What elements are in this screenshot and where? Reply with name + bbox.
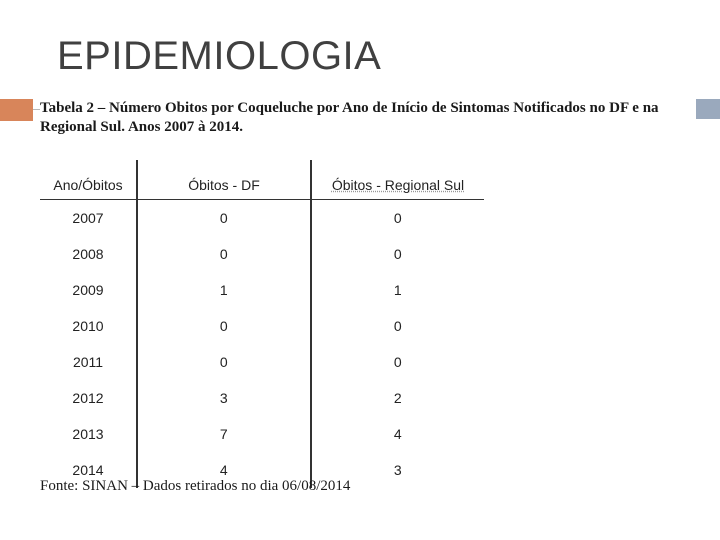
cell-year: 2009 bbox=[72, 282, 104, 298]
cell-deaths-df: 0 bbox=[137, 308, 311, 344]
header-deaths-regional-sul-label: Óbitos - Regional Sul bbox=[331, 177, 465, 193]
cell-deaths-regional-sul: 0 bbox=[311, 200, 484, 237]
cell-deaths-regional-sul: 1 bbox=[311, 272, 484, 308]
cell-deaths-regional-sul: 4 bbox=[311, 416, 484, 452]
cell-deaths-df: 0 bbox=[137, 344, 311, 380]
cell-year: 2010 bbox=[72, 318, 104, 334]
table-row bbox=[40, 200, 484, 237]
table-row bbox=[40, 272, 484, 308]
cell-year: 2014 bbox=[72, 462, 104, 478]
table-caption: Tabela 2 – Número Obitos por Coqueluche por Ano de Início de Sintomas Notificados no DF e na Regional Sul. Anos 2007 à 2014. bbox=[40, 99, 696, 137]
cell-year: 2008 bbox=[72, 246, 104, 262]
cell-year: 2013 bbox=[72, 426, 104, 442]
cell-deaths-regional-sul: 2 bbox=[311, 380, 484, 416]
header-year: Ano/Óbitos bbox=[40, 160, 137, 200]
cell-deaths-regional-sul: 0 bbox=[311, 344, 484, 380]
cell-deaths-df: 0 bbox=[137, 200, 311, 237]
cell-deaths-df: 4 bbox=[137, 452, 311, 488]
cell-deaths-regional-sul: 3 bbox=[311, 452, 484, 488]
cell-deaths-df: 1 bbox=[137, 272, 311, 308]
cell-year: 2007 bbox=[72, 210, 104, 226]
cell-year: 2012 bbox=[72, 390, 104, 406]
accent-bar-right bbox=[696, 99, 720, 119]
accent-bar-left bbox=[0, 99, 33, 121]
table-row bbox=[40, 380, 484, 416]
cell-year: 2011 bbox=[72, 354, 104, 370]
table-source: Fonte: SINAN – Dados retirados no dia 06/08/2014 bbox=[40, 478, 351, 494]
deaths-table bbox=[40, 160, 484, 488]
cell-deaths-df: 3 bbox=[137, 380, 311, 416]
header-deaths-regional-sul bbox=[311, 160, 484, 200]
cell-deaths-regional-sul: 0 bbox=[311, 308, 484, 344]
table-header-row bbox=[40, 160, 484, 200]
table-row bbox=[40, 416, 484, 452]
table-row bbox=[40, 236, 484, 272]
table-row bbox=[40, 308, 484, 344]
cell-deaths-regional-sul: 0 bbox=[311, 236, 484, 272]
cell-deaths-df: 7 bbox=[137, 416, 311, 452]
slide-title: EPIDEMIOLOGIA bbox=[57, 34, 382, 78]
table-row bbox=[40, 344, 484, 380]
cell-deaths-df: 0 bbox=[137, 236, 311, 272]
header-deaths-df: Óbitos - DF bbox=[137, 160, 311, 200]
